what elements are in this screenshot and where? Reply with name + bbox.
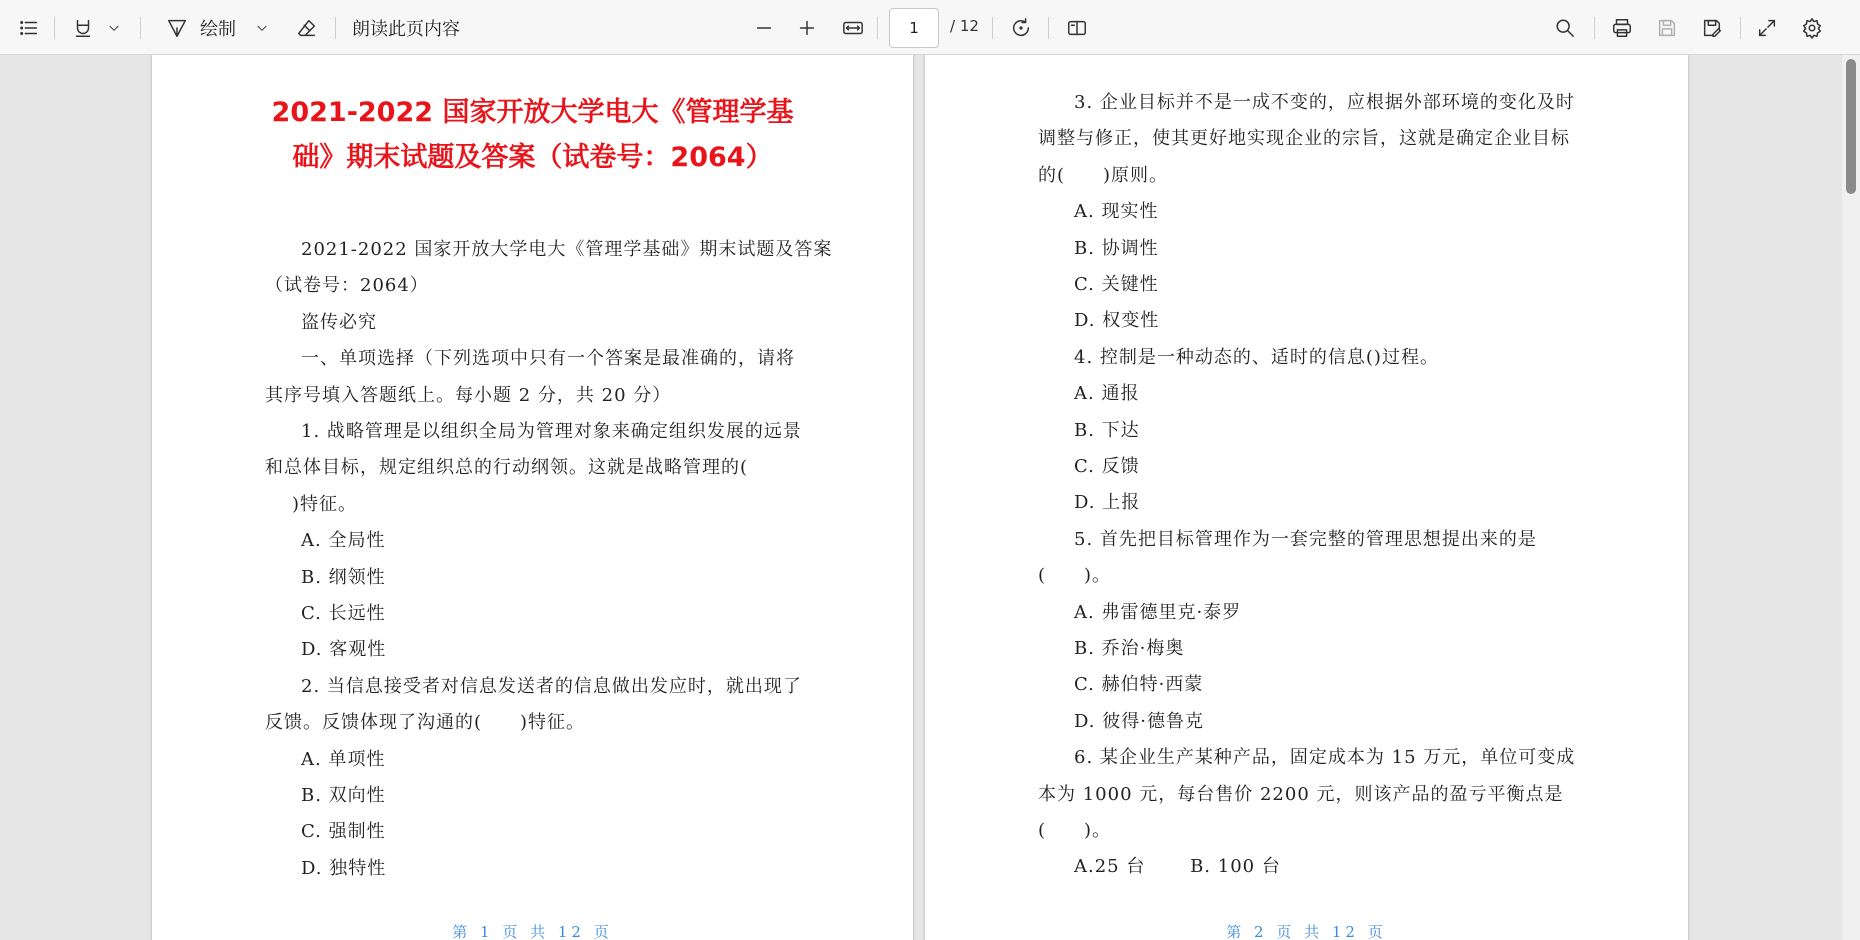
rotate-icon[interactable]	[1004, 8, 1038, 48]
scrollbar-thumb[interactable]	[1846, 59, 1856, 194]
read-aloud-button[interactable]	[352, 8, 472, 48]
toolbar-divider	[1594, 17, 1595, 39]
toolbar-divider	[877, 17, 878, 39]
text-line: 调整与修正，使其更好地实现企业的宗旨，这就是确定企业目标	[1038, 128, 1570, 149]
toolbar-divider	[1048, 17, 1049, 39]
text-line: B. 下达	[1074, 420, 1140, 441]
vertical-scrollbar[interactable]	[1842, 55, 1860, 940]
save-icon[interactable]	[1650, 8, 1684, 48]
text-line: （试卷号：2064）	[265, 275, 429, 296]
chevron-down-icon[interactable]	[104, 8, 124, 48]
fullscreen-icon[interactable]	[1750, 8, 1784, 48]
text-line: A. 通报	[1074, 383, 1140, 404]
text-line: )特征。	[292, 494, 358, 515]
document-title-line-2: 础》期末试题及答案（试卷号：2064）	[292, 142, 773, 173]
text-line: ( )。	[1038, 820, 1112, 841]
save-as-icon[interactable]	[1695, 8, 1729, 48]
pdf-page-1	[152, 55, 913, 940]
toolbar-divider	[1740, 17, 1741, 39]
page-number-input[interactable]	[889, 8, 939, 48]
text-line: B. 双向性	[301, 785, 386, 806]
text-line: 3. 企业目标并不是一成不变的，应根据外部环境的变化及时	[1074, 92, 1575, 113]
page-2-footer: 第 2 页 共 12 页	[1226, 923, 1387, 940]
text-line: C. 赫伯特·西蒙	[1074, 674, 1204, 695]
text-line: 2. 当信息接受者对信息发送者的信息做出发应时，就出现了	[301, 676, 802, 697]
draw-label: 绘制	[200, 19, 236, 40]
text-line: D. 独特性	[301, 858, 387, 879]
text-line: C. 关键性	[1074, 274, 1159, 295]
text-line: 4. 控制是一种动态的、适时的信息()过程。	[1074, 347, 1439, 368]
toolbar-divider	[335, 17, 336, 39]
text-line: ( )。	[1038, 565, 1112, 586]
text-line: 一、单项选择（下列选项中只有一个答案是最准确的，请将	[301, 348, 795, 369]
search-icon[interactable]	[1548, 8, 1582, 48]
text-line: 其序号填入答题纸上。每小题 2 分，共 20 分）	[265, 385, 672, 406]
document-viewer[interactable]	[0, 55, 1842, 940]
text-line: C. 长远性	[301, 603, 386, 624]
print-icon[interactable]	[1605, 8, 1639, 48]
text-line: 反馈。反馈体现了沟通的( )特征。	[265, 712, 586, 733]
text-line: B. 乔治·梅奥	[1074, 638, 1185, 659]
settings-gear-icon[interactable]	[1795, 8, 1829, 48]
document-title-line-1: 2021-2022 国家开放大学电大《管理学基	[271, 97, 794, 128]
draw-button[interactable]	[200, 8, 240, 48]
toolbar-divider	[54, 17, 55, 39]
text-line: C. 强制性	[301, 821, 386, 842]
zoom-in-icon[interactable]	[790, 8, 824, 48]
text-line: D. 客观性	[301, 639, 387, 660]
text-line: A. 弗雷德里克·泰罗	[1074, 602, 1242, 623]
read-aloud-label: 朗读此页内容	[352, 19, 460, 40]
pdf-toolbar	[0, 0, 1860, 55]
text-line: A.25 台 B. 100 台	[1074, 856, 1281, 877]
text-line: A. 现实性	[1074, 201, 1159, 222]
text-line: 的( )原则。	[1038, 165, 1169, 186]
text-line: A. 全局性	[301, 530, 386, 551]
text-line: 盗传必究	[301, 312, 377, 333]
chevron-down-icon[interactable]	[252, 8, 272, 48]
text-line: 2021-2022 国家开放大学电大《管理学基础》期末试题及答案	[301, 239, 833, 260]
text-line: 和总体目标，规定组织总的行动纲领。这就是战略管理的(	[265, 457, 749, 478]
text-line: A. 单项性	[301, 749, 386, 770]
text-line: D. 上报	[1074, 492, 1141, 513]
page-view-icon[interactable]	[1060, 8, 1094, 48]
toolbar-divider	[140, 17, 141, 39]
text-line: 1. 战略管理是以组织全局为管理对象来确定组织发展的远景	[301, 421, 802, 442]
page-1-footer: 第 1 页 共 12 页	[452, 923, 613, 940]
highlight-icon[interactable]	[66, 8, 100, 48]
toolbar-divider	[992, 17, 993, 39]
text-line: B. 纲领性	[301, 567, 386, 588]
page-total-label: / 12	[950, 17, 979, 35]
text-line: 6. 某企业生产某种产品，固定成本为 15 万元，单位可变成	[1074, 747, 1576, 768]
zoom-out-icon[interactable]	[747, 8, 781, 48]
eraser-icon[interactable]	[290, 8, 324, 48]
fit-to-width-icon[interactable]	[836, 8, 870, 48]
text-line: B. 协调性	[1074, 238, 1159, 259]
draw-pen-icon[interactable]	[162, 8, 192, 48]
table-of-contents-icon[interactable]	[12, 8, 46, 48]
text-line: D. 彼得·德鲁克	[1074, 711, 1204, 732]
text-line: 5. 首先把目标管理作为一套完整的管理思想提出来的是	[1074, 529, 1537, 550]
pdf-page-2	[925, 55, 1688, 940]
text-line: C. 反馈	[1074, 456, 1140, 477]
text-line: D. 权变性	[1074, 310, 1160, 331]
text-line: 本为 1000 元，每台售价 2200 元，则该产品的盈亏平衡点是	[1038, 784, 1564, 805]
